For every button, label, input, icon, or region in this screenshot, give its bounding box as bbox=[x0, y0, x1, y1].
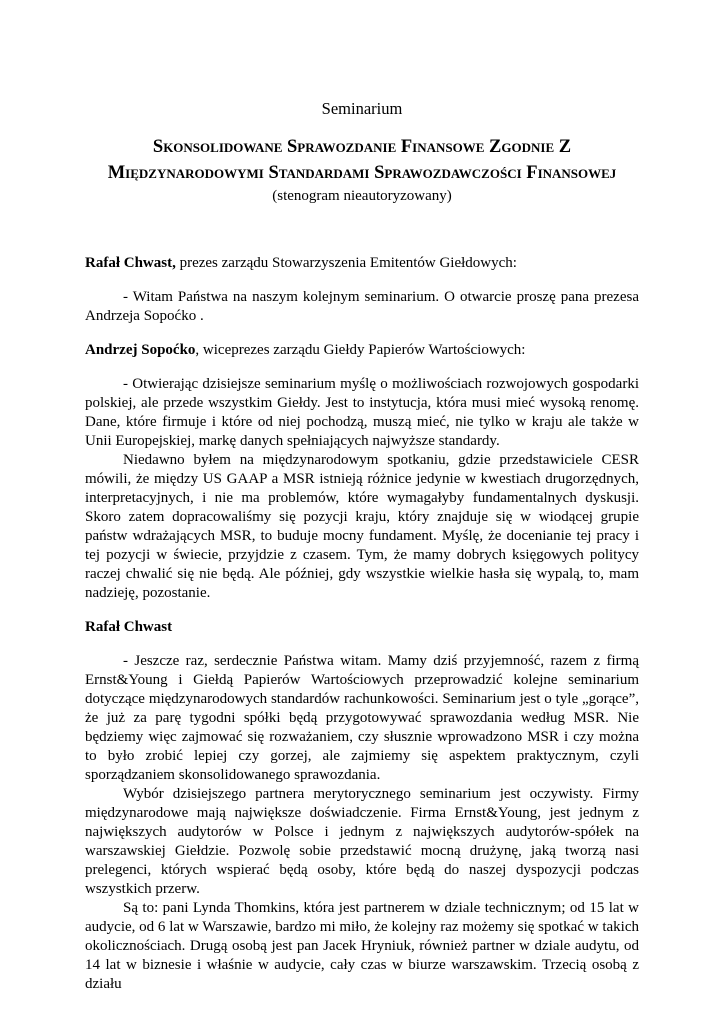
document-body bbox=[85, 254, 639, 994]
speaker-line bbox=[85, 341, 639, 360]
document-title: Seminarium bbox=[321, 99, 403, 118]
speaker-name: Rafał Chwast bbox=[85, 619, 173, 635]
document-heading: Skonsolidowane Sprawozdanie Finansowe Zgodnie Z Międzynarodowymi Standardami Sprawozdawczości Finansowej bbox=[107, 137, 617, 183]
paragraph: Są to: pani Lynda Thomkins, która jest partnerem w dziale technicznym; od 15 lat w audycie, od 6 lat w Warszawie, bardzo mi miło, że kolejny raz możemy się spotkać w takich okolicznościach. Drugą osobą jest pan Jacek Hryniuk, również partner w dziale audytu, od 14 lat w biznesie i właśnie w audycie, cały czas w biurze warszawskim. Trzecią osobą z działu bbox=[85, 900, 639, 992]
paragraph: - Witam Państwa na naszym kolejnym seminarium. O otwarcie proszę pana prezesa Andrzeja Sopoćko . bbox=[85, 289, 639, 324]
paragraph: - Jeszcze raz, serdecznie Państwa witam. Mamy dziś przyjemność, razem z firmą Ernst&Young i Giełdą Papierów Wartościowych przeprowadzić kolejne seminarium dotyczące międzynarodowych standardów rachunkowości. Seminarium jest o tyle „gorące”, że już za parę tygodni spółki będą przygotowywać sprawozdania według MSR. Nie będziemy więc zajmować się rozważaniem, czy słusznie wprowadzono MSR i czy można to było zrobić lepiej czy gorzej, ale zajmiemy się aspektem praktycznym, czyli sporządzaniem skonsolidowanego sprawozdania. bbox=[85, 653, 639, 783]
speaker-line bbox=[85, 618, 639, 637]
document-subtitle: (stenogram nieautoryzowany) bbox=[272, 188, 452, 204]
paragraph: Wybór dzisiejszego partnera merytorycznego seminarium jest oczywisty. Firmy międzynarodowe mają największe doświadczenie. Firma Ernst&Young, jest jednym z największych audytorów w Polsce i jednym z największych audytorów-spółek na warszawskiej Giełdzie. Pozwolę sobie przedstawić mocną drużynę, jaką tworzą nasi prelegenci, których wspierać będą osoby, które będą do naszej dyspozycji podczas wszystkich przerw. bbox=[85, 786, 639, 897]
paragraph: - Otwierając dzisiejsze seminarium myślę o możliwościach rozwojowych gospodarki polskiej, ale przede wszystkim Giełdy. Jest to instytucja, która musi mieć wysoką renomę. Dane, które firmuje i które od niej pochodzą, muszą mieć, nie tylko w kraju ale także w Unii Europejskiej, markę danych spełniających najwyższe standardy. bbox=[85, 376, 639, 449]
speaker-line bbox=[85, 254, 639, 273]
speaker-name: Andrzej Sopoćko bbox=[85, 342, 196, 358]
speaker-name: Rafał Chwast, bbox=[85, 255, 176, 271]
speaker-role: prezes zarządu Stowarzyszenia Emitentów Giełdowych: bbox=[175, 255, 517, 271]
speaker-role: , wiceprezes zarządu Giełdy Papierów Wartościowych: bbox=[195, 342, 526, 358]
paragraph: Niedawno byłem na międzynarodowym spotkaniu, gdzie przedstawiciele CESR mówili, że między US GAAP a MSR istnieją różnice jedynie w kwestiach drugorzędnych, interpretacyjnych, i nie ma problemów, które wymagałyby fundamentalnych dyskusji. Skoro zatem dopracowaliśmy się pozycji kraju, który znajduje się w wiodącej grupie państw wdrażających MSR, to buduje mocny fundament. Myślę, że docenianie tej pracy i tej pozycji w świecie, przyjdzie z czasem. Tym, że mamy dobrych księgowych politycy raczej chwalić się nie będą. Ale później, gdy wszystkie wielkie hasła się wypalą, to, mam nadzieję, pozostanie. bbox=[85, 452, 639, 601]
